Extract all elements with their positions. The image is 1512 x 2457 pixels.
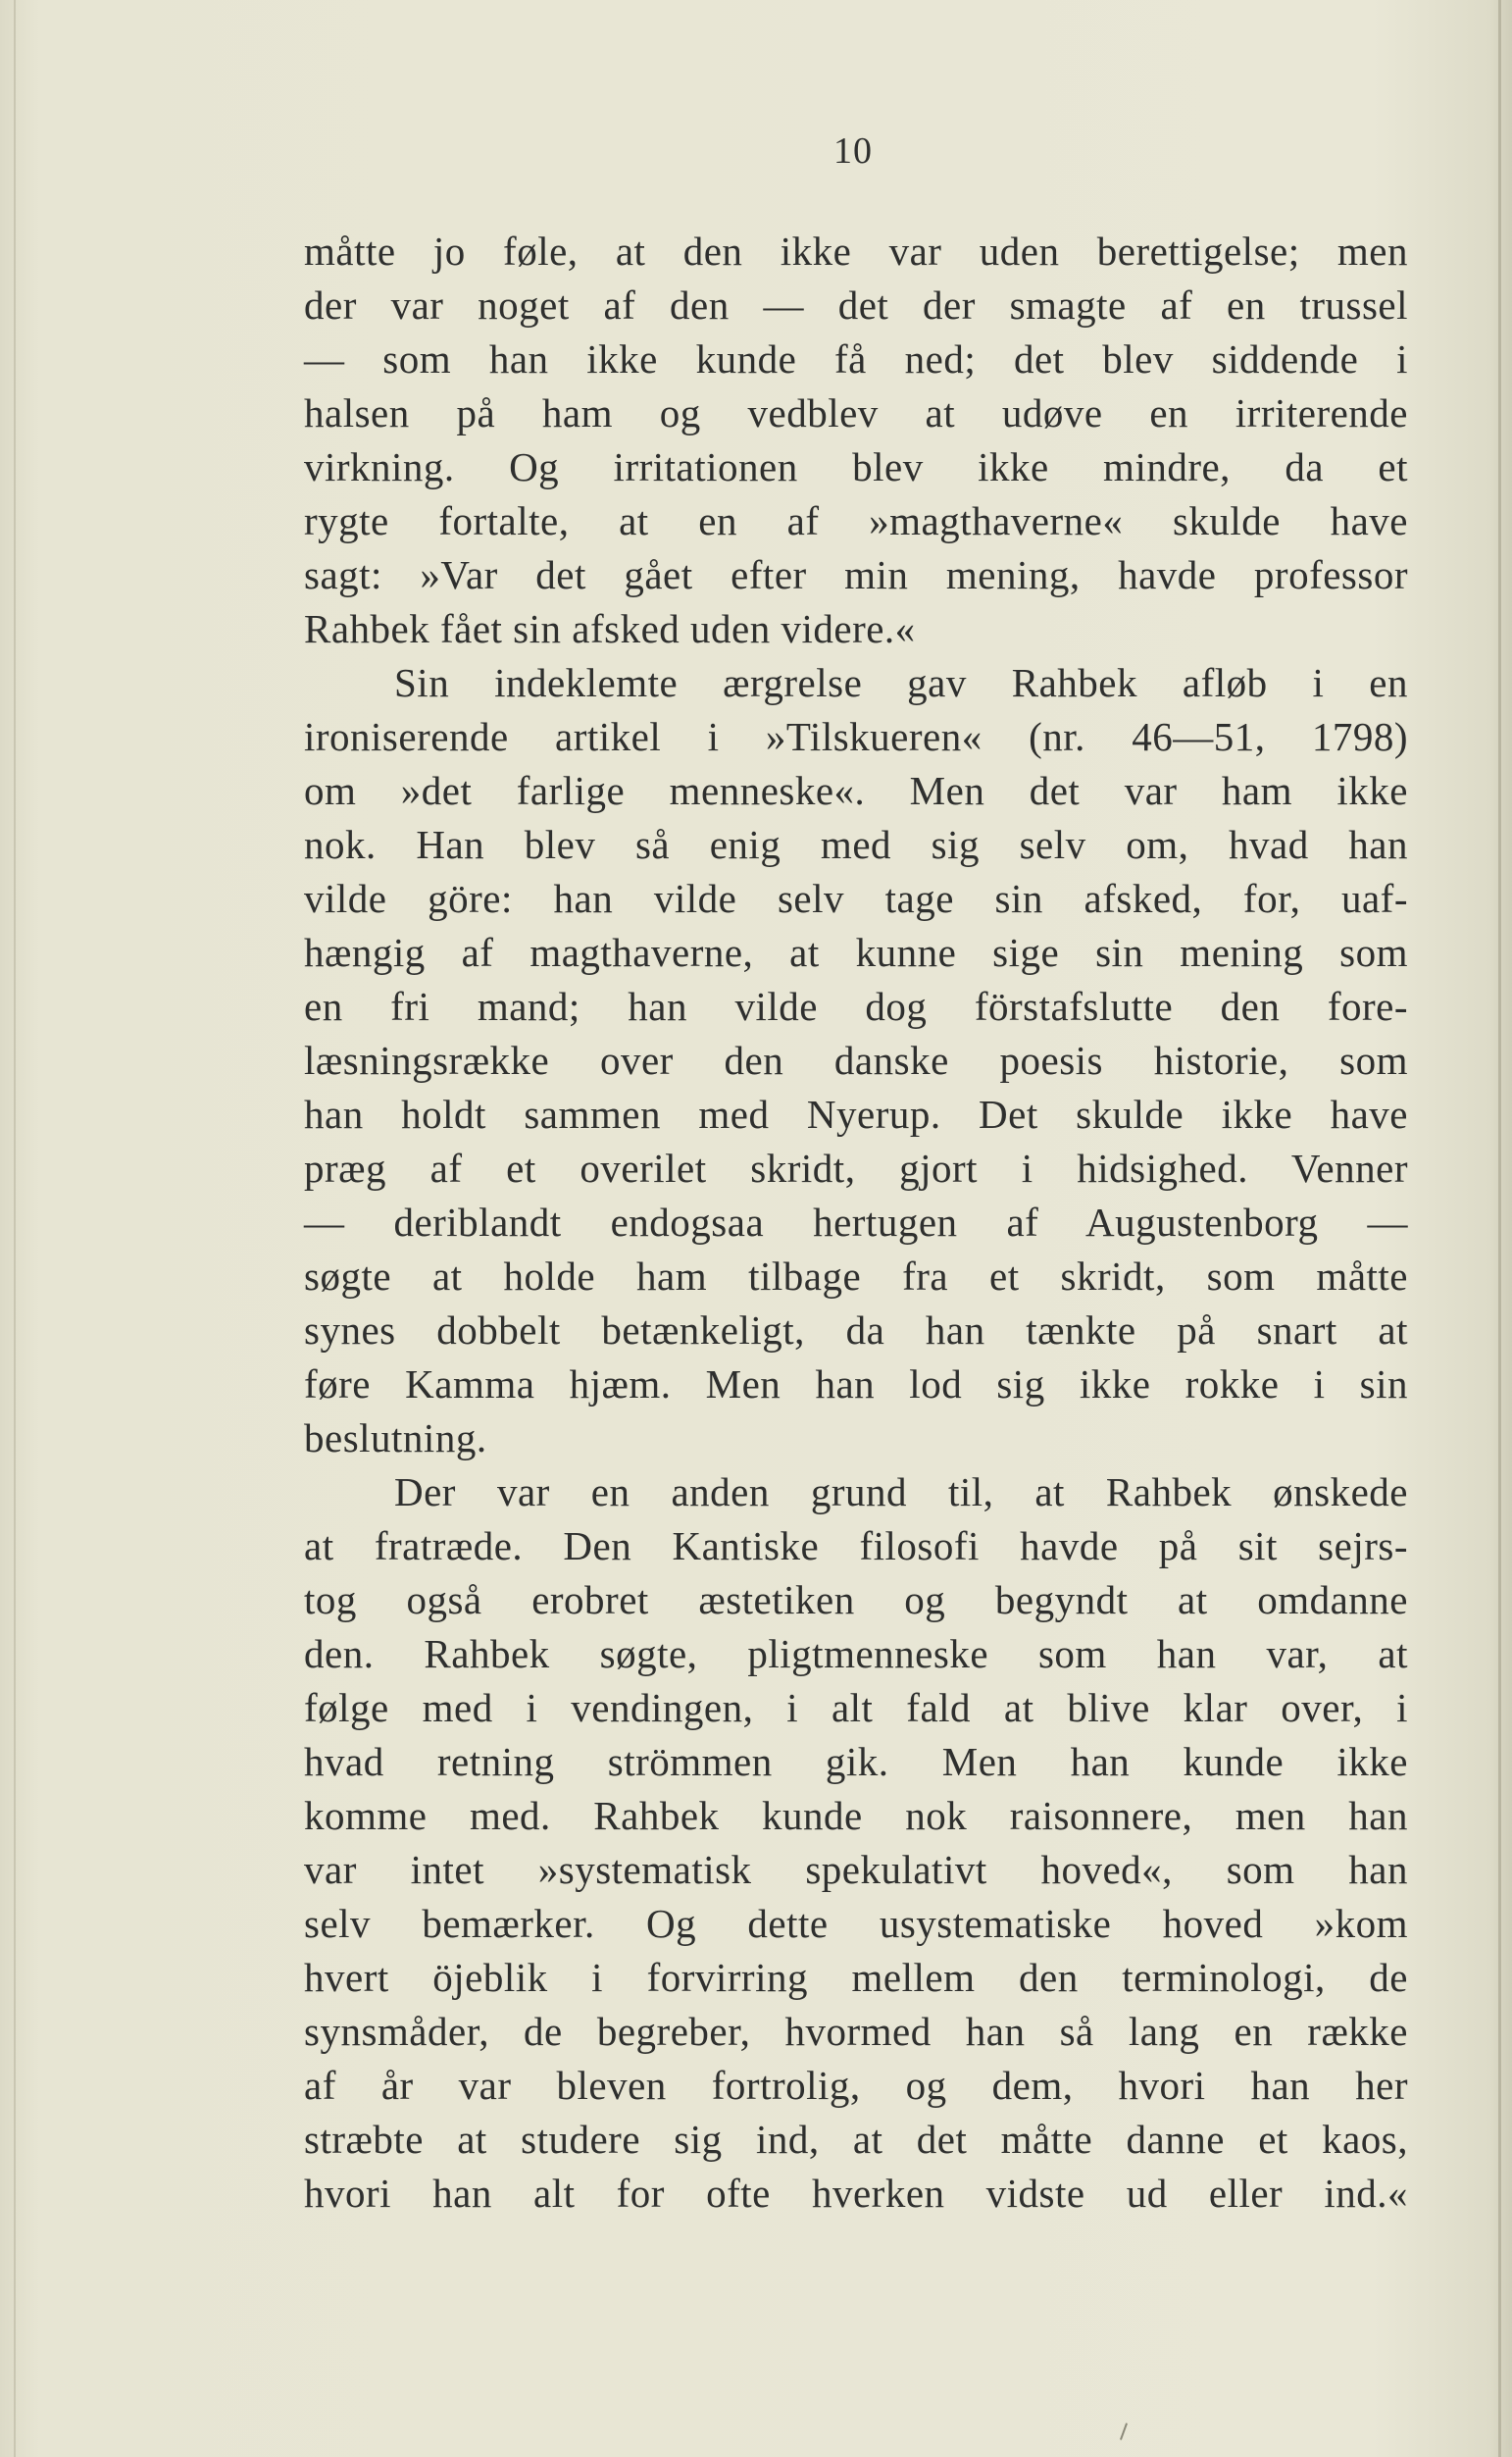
text-line: sagt: »Var det gået efter min mening, havde professor xyxy=(304,552,1408,597)
text-line: komme med. Rahbek kunde nok raisonnere, men han xyxy=(304,1793,1408,1838)
text-line: Rahbek fået sin afsked uden videre.« xyxy=(304,606,916,651)
text-line: den. Rahbek søgte, pligtmenneske som han var, at xyxy=(304,1631,1408,1676)
page-number: 10 xyxy=(833,130,873,172)
text-line: — som han ikke kunde få ned; det blev siddende i xyxy=(304,336,1408,382)
text-line: halsen på ham og vedblev at udøve en irriterende xyxy=(304,390,1408,435)
text-line: præg af et overilet skridt, gjort i hidsighed. Venner xyxy=(304,1146,1408,1191)
text-line: virkning. Og irritationen blev ikke mindre, da et xyxy=(304,444,1408,489)
text-line: læsningsrække over den danske poesis historie, som xyxy=(304,1038,1408,1083)
paper-speck xyxy=(1120,2423,1128,2440)
text-line: søgte at holde ham tilbage fra et skridt, som måtte xyxy=(304,1254,1408,1299)
text-line: at fratræde. Den Kantiske filosofi havde på sit sejrs- xyxy=(304,1523,1408,1568)
text-line: synes dobbelt betænkeligt, da han tænkte på snart at xyxy=(304,1307,1408,1353)
text-line: stræbte at studere sig ind, at det måtte danne et kaos, xyxy=(304,2117,1408,2162)
text-line: hvori han alt for ofte hverken vidste ud eller ind.« xyxy=(304,2171,1408,2216)
text-line: en fri mand; han vilde dog förstafslutte den fore- xyxy=(304,984,1408,1029)
text-line: ironiserende artikel i »Tilskueren« (nr. 46—51, 1798) xyxy=(304,714,1408,759)
page-edge-left xyxy=(14,0,16,2457)
text-line: der var noget af den — det der smagte af en trussel xyxy=(304,282,1408,328)
text-line: følge med i vendingen, i alt fald at blive klar over, i xyxy=(304,1685,1408,1730)
body-text xyxy=(304,225,1408,2221)
text-line: vilde göre: han vilde selv tage sin afsked, for, uaf- xyxy=(304,876,1408,921)
text-line: nok. Han blev så enig med sig selv om, hvad han xyxy=(304,822,1408,867)
paragraph-start-line: Sin indeklemte ærgrelse gav Rahbek afløb i en xyxy=(394,660,1408,705)
text-line: rygte fortalte, at en af »magthaverne« skulde have xyxy=(304,498,1408,543)
text-line: tog også erobret æstetiken og begyndt at omdanne xyxy=(304,1577,1408,1622)
text-line: om »det farlige menneske«. Men det var ham ikke xyxy=(304,768,1408,813)
text-line: han holdt sammen med Nyerup. Det skulde ikke have xyxy=(304,1092,1408,1137)
text-line: — deriblandt endogsaa hertugen af Augustenborg — xyxy=(304,1200,1408,1245)
text-line: selv bemærker. Og dette usystematiske hoved »kom xyxy=(304,1901,1408,1946)
text-line: beslutning. xyxy=(304,1415,487,1460)
text-line: var intet »systematisk spekulativt hoved«, som han xyxy=(304,1847,1408,1892)
text-line: føre Kamma hjæm. Men han lod sig ikke rokke i sin xyxy=(304,1361,1408,1407)
paragraph-start-line: Der var en anden grund til, at Rahbek ønskede xyxy=(394,1469,1408,1514)
page-edge-right xyxy=(1498,0,1501,2457)
text-line: synsmåder, de begreber, hvormed han så lang en række xyxy=(304,2009,1408,2054)
text-line: måtte jo føle, at den ikke var uden berettigelse; men xyxy=(304,229,1408,274)
text-line: hvert öjeblik i forvirring mellem den terminologi, de xyxy=(304,1955,1408,2000)
text-line: af år var bleven fortrolig, og dem, hvori han her xyxy=(304,2063,1408,2108)
text-line: hvad retning strömmen gik. Men han kunde ikke xyxy=(304,1739,1408,1784)
text-line: hængig af magthaverne, at kunne sige sin mening som xyxy=(304,930,1408,975)
